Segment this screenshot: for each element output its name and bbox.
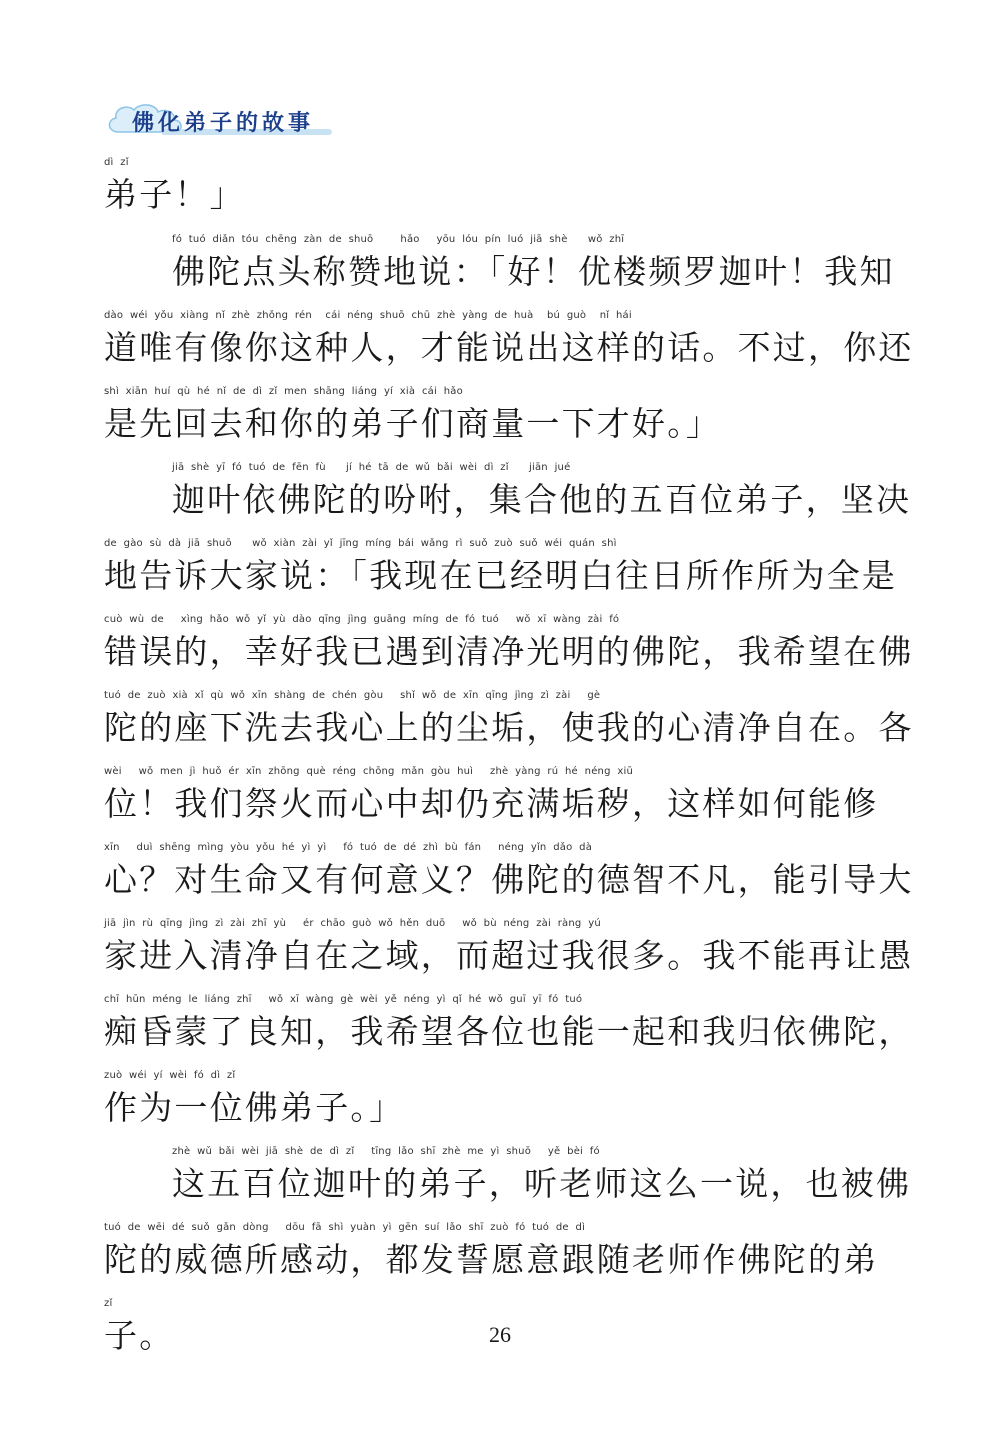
text-line — [104, 538, 904, 608]
text-line — [104, 1222, 904, 1292]
pinyin-line: cuò wù de xìng hǎo wǒ yǐ yù dào qīng jìng guāng míng de fó tuó wǒ xī wàng zài fó — [104, 614, 620, 625]
pinyin-line: tuó de wēi dé suǒ gǎn dòng dōu fā shì yuàn yì gēn suí lǎo shī zuò fó tuó de dì — [104, 1222, 586, 1233]
hanzi-line: 佛陀点头称赞地说：「好！优楼频罗迦叶！我知 — [172, 252, 895, 291]
pinyin-line: dào wéi yǒu xiàng nǐ zhè zhǒng rén cái néng shuō chū zhè yàng de huà bú guò nǐ hái — [104, 310, 632, 321]
chapter-header — [104, 98, 344, 144]
hanzi-line: 错误的，幸好我已遇到清净光明的佛陀，我希望在佛 — [104, 632, 914, 671]
text-line — [104, 614, 914, 684]
hanzi-line: 是先回去和你的弟子们商量一下才好。」 — [104, 404, 722, 443]
hanzi-line: 家进入清净自在之域，而超过我很多。我不能再让愚 — [104, 936, 914, 975]
hanzi-line: 弟子！」 — [104, 175, 245, 214]
pinyin-line: fó tuó diǎn tóu chēng zàn de shuō hǎo yōu lóu pín luó jiā shè wǒ zhī — [172, 234, 625, 245]
text-line — [104, 690, 914, 760]
pinyin-line: zǐ — [104, 1298, 113, 1309]
pinyin-line: de gào sù dà jiā shuō wǒ xiàn zài yǐ jīng míng bái wǎng rì suǒ zuò suǒ wéi quán shì — [104, 538, 617, 549]
hanzi-line: 子。 — [104, 1316, 175, 1355]
text-line — [104, 766, 904, 836]
hanzi-line: 道唯有像你这种人，才能说出这样的话。不过，你还 — [104, 328, 914, 367]
text-line — [104, 310, 914, 380]
page-number: 26 — [489, 1322, 511, 1347]
pinyin-line: wèi wǒ men jì huǒ ér xīn zhōng què réng chōng mǎn gòu huì zhè yàng rú hé néng xiū — [104, 766, 634, 777]
pinyin-line: zuò wéi yí wèi fó dì zǐ — [104, 1070, 236, 1081]
pinyin-line: chī hūn méng le liáng zhī wǒ xī wàng gè wèi yě néng yì qǐ hé wǒ guī yī fó tuó — [104, 994, 583, 1005]
text-line — [104, 918, 914, 988]
pinyin-line: shì xiān huí qù hé nǐ de dì zǐ men shāng liáng yí xià cái hǎo — [104, 386, 463, 397]
text-line — [104, 234, 904, 304]
text-line — [104, 386, 904, 456]
text-line — [104, 994, 914, 1064]
hanzi-line: 痴昏蒙了良知，我希望各位也能一起和我归依佛陀， — [104, 1012, 914, 1051]
hanzi-line: 陀的威德所感动，都发誓愿意跟随老师作佛陀的弟 — [104, 1240, 879, 1279]
hanzi-line: 陀的座下洗去我心上的尘垢，使我的心清净自在。各 — [104, 708, 914, 747]
pinyin-line: tuó de zuò xià xǐ qù wǒ xīn shàng de chén gòu shǐ wǒ de xīn qīng jìng zì zài gè — [104, 690, 601, 701]
text-line — [104, 157, 904, 227]
hanzi-line: 位！我们祭火而心中却仍充满垢秽，这样如何能修 — [104, 784, 879, 823]
pinyin-line: zhè wǔ bǎi wèi jiā shè de dì zǐ tīng lǎo shī zhè me yì shuō yě bèi fó — [172, 1146, 600, 1157]
hanzi-line: 地告诉大家说：「我现在已经明白往日所作所为全是 — [104, 556, 898, 595]
hanzi-line: 迦叶依佛陀的吩咐，集合他的五百位弟子，坚决 — [172, 480, 912, 519]
hanzi-line: 心？对生命又有何意义？佛陀的德智不凡，能引导大 — [104, 860, 914, 899]
text-line — [104, 842, 914, 912]
text-line — [104, 462, 912, 532]
chapter-title: 佛化弟子的故事 — [132, 111, 315, 136]
pinyin-line: dì zǐ — [104, 157, 129, 168]
text-line — [104, 1070, 904, 1140]
hanzi-line: 作为一位佛弟子。」 — [104, 1088, 405, 1127]
pinyin-line: xīn duì shēng mìng yòu yǒu hé yì yì fó tuó de dé zhì bù fán néng yǐn dǎo dà — [104, 842, 593, 853]
pinyin-line: jiā shè yī fó tuó de fēn fù jí hé tā de wǔ bǎi wèi dì zǐ jiān jué — [172, 462, 571, 473]
pinyin-line: jiā jìn rù qīng jìng zì zài zhī yù ér chāo guò wǒ hěn duō wǒ bù néng zài ràng yú — [104, 918, 601, 929]
text-line — [104, 1146, 912, 1216]
hanzi-line: 这五百位迦叶的弟子，听老师这么一说，也被佛 — [172, 1164, 912, 1203]
